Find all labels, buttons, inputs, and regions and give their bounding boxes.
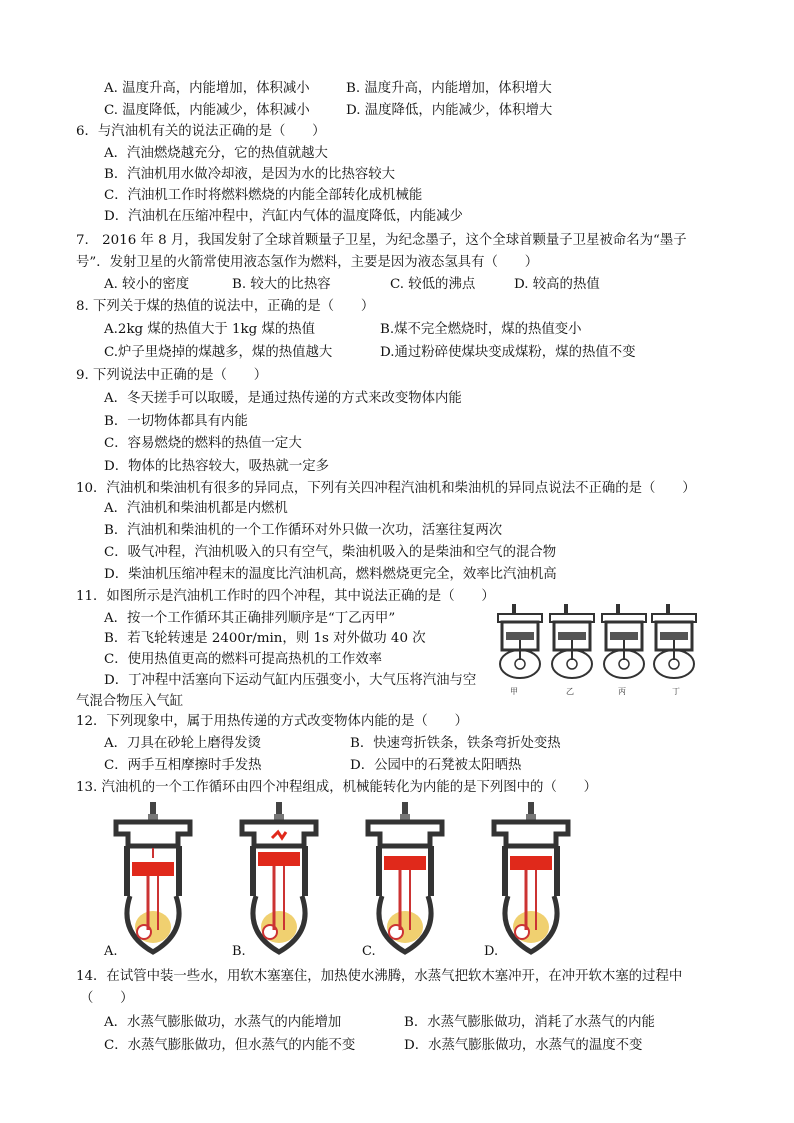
engine-b — [242, 802, 316, 952]
q10-option-b: B．汽油机和柴油机的一个工作循环对外只做一次功，活塞往复两次 — [104, 523, 503, 538]
fig-label-yi: 乙 — [566, 687, 574, 696]
q9-option-c: C．容易燃烧的燃料的热值一定大 — [104, 436, 302, 451]
q7-option-c: C. 较低的沸点 — [390, 277, 476, 292]
q6-option-d: D．汽油机在压缩冲程中，汽缸内气体的温度降低，内能减少 — [104, 209, 463, 224]
q9-stem: 9. 下列说法中正确的是（ ） — [76, 368, 268, 383]
q12-option-a: A．刀具在砂轮上磨得发烫 — [104, 736, 261, 751]
engine-yi — [550, 604, 594, 678]
q10-stem: 10．汽油机和柴油机有很多的异同点，下列有关四冲程汽油机和柴油机的异同点说法不正确的是（ ） — [76, 481, 696, 496]
q11-stem: 11．如图所示是汽油机工作时的四个冲程，其中说法正确的是（ ） — [76, 589, 495, 604]
q11-four-stroke-figure — [494, 598, 706, 690]
engine-ding — [652, 604, 696, 678]
q7-option-d: D. 较高的热值 — [514, 277, 600, 292]
q11-option-a: A．按一个工作循环其正确排列顺序是“丁乙丙甲” — [104, 611, 396, 626]
q10-option-d: D．柴油机压缩冲程末的温度比汽油机高，燃料燃烧更完全，效率比汽油机高 — [104, 567, 557, 582]
fig-label-bing: 丙 — [618, 687, 626, 696]
q11-option-b: B．若飞轮转速是 2400r/min，则 1s 对外做功 40 次 — [104, 631, 426, 646]
q12-option-b: B．快速弯折铁条，铁条弯折处变热 — [350, 736, 561, 751]
fig-label-jia: 甲 — [510, 687, 518, 696]
engine-bing — [602, 604, 646, 678]
engine-d — [494, 802, 568, 952]
q9-option-b: B．一切物体都具有内能 — [104, 414, 248, 429]
q5-option-c: C. 温度降低，内能减少，体积减小 — [104, 103, 310, 118]
q12-stem: 12．下列现象中，属于用热传递的方式改变物体内能的是（ ） — [76, 714, 468, 729]
engine-jia — [498, 604, 542, 678]
q13-label-a: A. — [104, 944, 118, 959]
q14-option-a: A．水蒸气膨胀做功，水蒸气的内能增加 — [104, 1015, 342, 1030]
q13-label-b: B. — [232, 944, 246, 959]
q11-option-c: C．使用热值更高的燃料可提高热机的工作效率 — [104, 652, 383, 667]
engine-c — [368, 802, 442, 952]
q14-option-b: B．水蒸气膨胀做功，消耗了水蒸气的内能 — [404, 1015, 655, 1030]
q8-option-b: B.煤不完全燃烧时，煤的热值变小 — [380, 322, 582, 337]
q13-engine-figures — [112, 802, 612, 962]
q11-option-d-line1: D．丁冲程中活塞向下运动气缸内压强变小，大气压将汽油与空 — [104, 673, 477, 688]
q7-stem-line2: 号”．发射卫星的火箭常使用液态氢作为燃料，主要是因为液态氢具有（ ） — [76, 255, 539, 270]
q7-stem-line1: 7. 2016 年 8 月，我国发射了全球首颗量子卫星，为纪念墨子，这个全球首颗量子卫星被命名为“墨子 — [76, 233, 687, 248]
q5-option-d: D. 温度降低，内能减少，体积增大 — [346, 103, 553, 118]
q13-label-c: C. — [362, 944, 376, 959]
q8-option-c: C.炉子里烧掉的煤越多，煤的热值越大 — [104, 345, 333, 360]
q9-option-d: D．物体的比热容较大，吸热就一定多 — [104, 459, 329, 474]
q13-stem: 13. 汽油机的一个工作循环由四个冲程组成，机械能转化为内能的是下列图中的（ ） — [76, 780, 598, 795]
q11-option-d-line2: 气混合物压入气缸 — [76, 694, 184, 709]
q14-option-d: D．水蒸气膨胀做功，水蒸气的温度不变 — [404, 1038, 643, 1053]
q13-label-d: D. — [484, 944, 499, 959]
q12-option-d: D．公园中的石凳被太阳晒热 — [350, 758, 522, 773]
q5-option-b: B. 温度升高，内能增加，体积增大 — [346, 81, 552, 96]
q10-option-c: C．吸气冲程，汽油机吸入的只有空气，柴油机吸入的是柴油和空气的混合物 — [104, 545, 557, 560]
q7-option-a: A. 较小的密度 — [104, 277, 190, 292]
q14-stem-line1: 14．在试管中装一些水，用软木塞塞住，加热使水沸腾，水蒸气把软木塞冲开，在冲开软木塞的过程中 — [76, 969, 683, 984]
q12-option-c: C．两手互相摩擦时手发热 — [104, 758, 262, 773]
q8-option-a: A.2kg 煤的热值大于 1kg 煤的热值 — [104, 322, 316, 337]
q8-stem: 8. 下列关于煤的热值的说法中，正确的是（ ） — [76, 299, 375, 314]
q14-option-c: C．水蒸气膨胀做功，但水蒸气的内能不变 — [104, 1038, 356, 1053]
q6-stem: 6．与汽油机有关的说法正确的是（ ） — [76, 124, 326, 139]
q14-stem-line2: （ ） — [80, 991, 134, 1006]
q5-option-a: A. 温度升高，内能增加，体积减小 — [104, 81, 310, 96]
q10-option-a: A．汽油机和柴油机都是内燃机 — [104, 501, 288, 516]
q8-option-d: D.通过粉碎使煤块变成煤粉，煤的热值不变 — [380, 345, 636, 360]
fig-label-ding: 丁 — [672, 687, 680, 696]
q7-option-b: B. 较大的比热容 — [232, 277, 331, 292]
q9-option-a: A．冬天搓手可以取暖，是通过热传递的方式来改变物体内能 — [104, 391, 462, 406]
engine-a — [116, 802, 190, 952]
q6-option-c: C．汽油机工作时将燃料燃烧的内能全部转化成机械能 — [104, 188, 423, 203]
q6-option-b: B．汽油机用水做冷却液，是因为水的比热容较大 — [104, 167, 396, 182]
q6-option-a: A．汽油燃烧越充分，它的热值就越大 — [104, 146, 328, 161]
